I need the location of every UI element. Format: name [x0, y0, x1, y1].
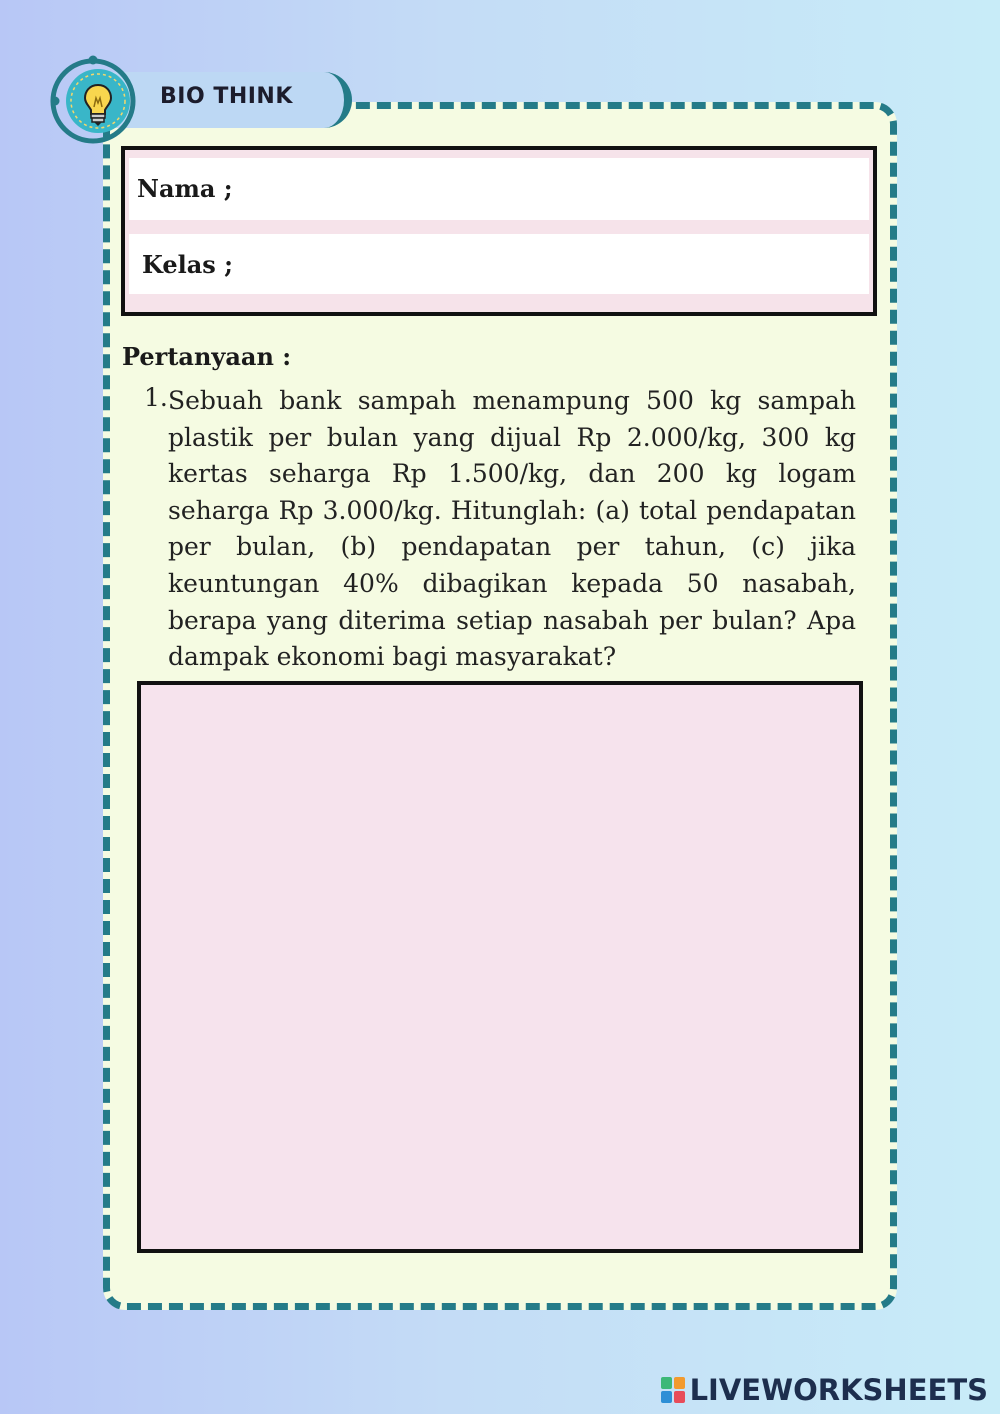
brand-name: LIVEWORKSHEETS	[689, 1373, 988, 1407]
class-label: Kelas ;	[142, 250, 233, 279]
class-field[interactable]	[129, 234, 869, 294]
name-label: Nama ;	[137, 174, 233, 203]
name-field[interactable]	[129, 158, 869, 220]
student-info-box	[121, 146, 877, 316]
liveworksheets-icon	[660, 1376, 686, 1404]
question-text: Sebuah bank sampah menampung 500 kg sampah plastik per bulan yang dijual Rp 2.000/kg, 300 kg kertas seharga Rp 1.500/kg, dan 200 kg logam seharga Rp 3.000/kg. Hitunglah: (a) total pendapatan per bulan, (b) pendapatan per tahun, (c) jika keuntungan 40% dibagikan kepada 50 nasabah, berapa yang diterima setiap nasabah per bulan? Apa dampak ekonomi bagi masyarakat?	[168, 386, 856, 672]
answer-box[interactable]	[137, 681, 863, 1253]
header-title: BIO THINK	[160, 84, 293, 109]
lightbulb-icon	[47, 55, 139, 147]
liveworksheets-logo	[660, 1372, 988, 1408]
question-number: 1.	[144, 383, 168, 412]
question-heading: Pertanyaan :	[122, 342, 292, 371]
